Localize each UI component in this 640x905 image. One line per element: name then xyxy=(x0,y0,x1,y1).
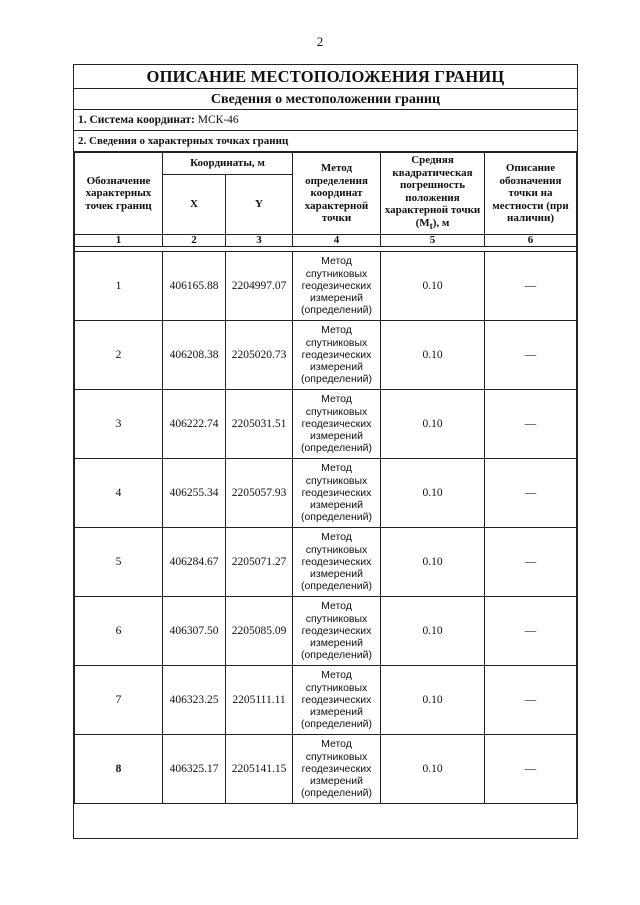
point-y: 2205085.09 xyxy=(226,597,293,666)
header-description: Описание обозначения точки на местности (при наличии) xyxy=(485,153,577,235)
point-y: 2205111.11 xyxy=(226,666,293,735)
point-x: 406284.67 xyxy=(163,528,226,597)
point-error: 0.10 xyxy=(381,666,485,735)
table-row xyxy=(75,666,577,735)
column-number-row xyxy=(75,235,577,247)
point-x: 406208.38 xyxy=(163,321,226,390)
point-id: 6 xyxy=(75,597,163,666)
point-description: — xyxy=(485,252,577,321)
coordinate-system-row xyxy=(74,110,577,131)
header-y: Y xyxy=(226,175,293,235)
table-row xyxy=(75,252,577,321)
section-title: 2. Сведения о характерных точках границ xyxy=(74,131,577,152)
point-y: 2205071.27 xyxy=(226,528,293,597)
point-description: — xyxy=(485,321,577,390)
point-description: — xyxy=(485,390,577,459)
point-id: 7 xyxy=(75,666,163,735)
table-row xyxy=(75,528,577,597)
point-error: 0.10 xyxy=(381,252,485,321)
header-error-subscript: t xyxy=(429,221,433,232)
point-description: — xyxy=(485,528,577,597)
point-error: 0.10 xyxy=(381,459,485,528)
point-x: 406325.17 xyxy=(163,735,226,804)
header-error-text: Средняя квадратическая погрешность положения характерной точки (M xyxy=(384,154,481,229)
header-point-designation: Обозначение характерных точек границ xyxy=(75,153,163,235)
column-number: 6 xyxy=(485,235,577,247)
point-id: 4 xyxy=(75,459,163,528)
point-method: Метод спутниковых геодезических измерений (определений) xyxy=(293,390,381,459)
column-number: 4 xyxy=(293,235,381,247)
point-error: 0.10 xyxy=(381,528,485,597)
point-method: Метод спутниковых геодезических измерений (определений) xyxy=(293,528,381,597)
coordinate-system-label: 1. Система координат: xyxy=(78,114,195,126)
point-x: 406323.25 xyxy=(163,666,226,735)
point-description: — xyxy=(485,735,577,804)
point-method: Метод спутниковых геодезических измерений (определений) xyxy=(293,666,381,735)
point-error: 0.10 xyxy=(381,390,485,459)
point-method: Метод спутниковых геодезических измерений (определений) xyxy=(293,735,381,804)
point-x: 406307.50 xyxy=(163,597,226,666)
header-error-unit: ), м xyxy=(432,216,450,229)
point-method: Метод спутниковых геодезических измерений (определений) xyxy=(293,597,381,666)
boundary-points-table xyxy=(74,152,577,804)
table-row xyxy=(75,459,577,528)
point-y: 2205031.51 xyxy=(226,390,293,459)
column-number: 2 xyxy=(163,235,226,247)
point-y: 2205141.15 xyxy=(226,735,293,804)
header-coordinates: Координаты, м xyxy=(163,153,293,175)
point-x: 406255.34 xyxy=(163,459,226,528)
point-id: 2 xyxy=(75,321,163,390)
header-error xyxy=(381,153,485,235)
page-number: 2 xyxy=(316,34,324,49)
point-description: — xyxy=(485,459,577,528)
header-method: Метод определения координат характерной точки xyxy=(293,153,381,235)
point-id: 5 xyxy=(75,528,163,597)
coordinate-system-value: МСК-46 xyxy=(197,114,239,126)
point-y: 2204997.07 xyxy=(226,252,293,321)
point-description: — xyxy=(485,597,577,666)
point-id: 1 xyxy=(75,252,163,321)
table-row xyxy=(75,390,577,459)
point-id: 8 xyxy=(75,735,163,804)
point-x: 406165.88 xyxy=(163,252,226,321)
point-method: Метод спутниковых геодезических измерений (определений) xyxy=(293,321,381,390)
point-error: 0.10 xyxy=(381,597,485,666)
header-x: X xyxy=(163,175,226,235)
boundary-description-form xyxy=(73,64,578,839)
point-description: — xyxy=(485,666,577,735)
table-row xyxy=(75,735,577,804)
point-y: 2205057.93 xyxy=(226,459,293,528)
column-number: 5 xyxy=(381,235,485,247)
column-number: 3 xyxy=(226,235,293,247)
point-error: 0.10 xyxy=(381,321,485,390)
point-y: 2205020.73 xyxy=(226,321,293,390)
point-id: 3 xyxy=(75,390,163,459)
table-row xyxy=(75,597,577,666)
column-number: 1 xyxy=(75,235,163,247)
point-error: 0.10 xyxy=(381,735,485,804)
document-subtitle: Сведения о местоположении границ xyxy=(74,89,577,110)
point-method: Метод спутниковых геодезических измерений (определений) xyxy=(293,459,381,528)
point-x: 406222.74 xyxy=(163,390,226,459)
point-method: Метод спутниковых геодезических измерений (определений) xyxy=(293,252,381,321)
table-row xyxy=(75,321,577,390)
document-title: ОПИСАНИЕ МЕСТОПОЛОЖЕНИЯ ГРАНИЦ xyxy=(74,65,577,89)
